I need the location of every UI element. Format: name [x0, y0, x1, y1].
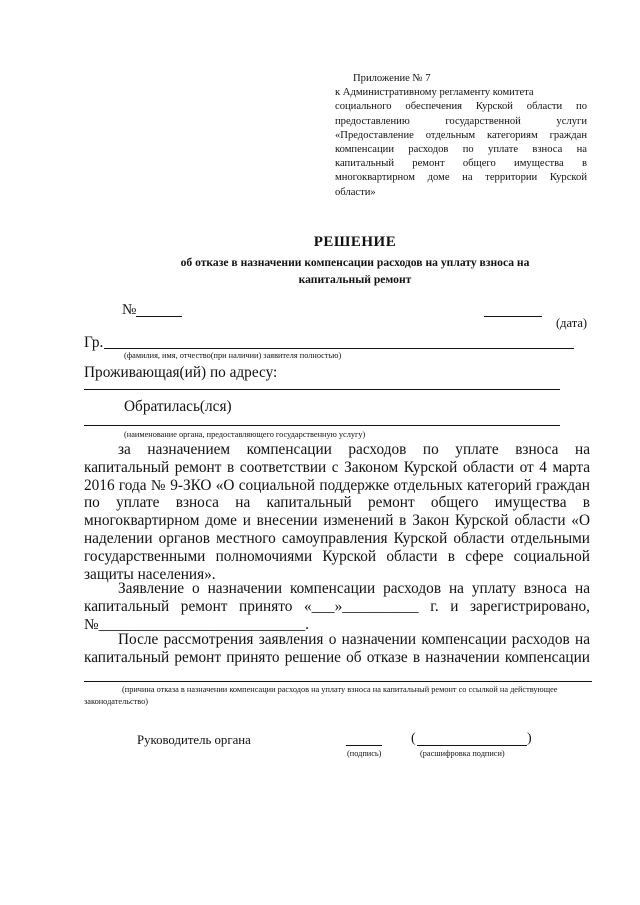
reason-hint-line: (причина отказа в назначении компенсации расходов на уплату взноса на капитальный ремонт со ссылкой на действующее [122, 685, 558, 694]
reason-hint [84, 684, 594, 708]
appendix-block [335, 72, 587, 200]
paragraph-line: капитальный ремонт принято решение об отказе в назначении компенсации [84, 648, 590, 666]
address-field-line [84, 389, 560, 390]
signature-decode-line [417, 745, 527, 746]
date-field-line [484, 316, 542, 317]
appendix-line: многоквартирном доме на территории Курской [335, 172, 587, 184]
address-label: Проживающая(ий) по адресу: [84, 364, 278, 381]
paragraph-line: государственными полномочиями Курской области в сфере социальной [84, 547, 590, 565]
paragraph-line: по уплате взноса на капитальный ремонт общего имущества в [84, 494, 590, 512]
paragraph-line: наделении органов местного самоуправления Курской области отдельными [84, 529, 590, 547]
number-field-line [136, 316, 182, 317]
appendix-line: области» [335, 186, 376, 198]
signature-decode-hint: (расшифровка подписи) [420, 749, 505, 758]
date-label: (дата) [556, 316, 588, 330]
paragraph-line: Заявление о назначении компенсации расходов на уплату взноса на [118, 580, 590, 597]
signature-line [346, 745, 382, 746]
reason-field-line [84, 681, 592, 682]
citizen-label: Гр. [84, 334, 104, 351]
appendix-line: компенсации расходов по уплате взноса на [335, 144, 587, 156]
paragraph-line: капитальный ремонт принято «___»__________ г. и зарегистрировано, [84, 597, 590, 615]
appendix-title: Приложение № 7 [353, 73, 431, 84]
appendix-line: «Предоставление отдельным категориям граждан [335, 129, 587, 141]
organ-hint: (наименование органа, предоставляющего государственную услугу) [124, 430, 366, 439]
citizen-field-line [104, 348, 574, 349]
head-label: Руководитель органа [137, 733, 251, 747]
appendix-line: капитальный ремонт общего имущества в [335, 158, 587, 170]
paragraph-line: После рассмотрения заявления о назначении компенсации расходов на [118, 631, 590, 648]
appendix-line: предоставлению государственной услуги [335, 115, 587, 127]
paragraph-line: 2016 года № 9-ЗКО «О социальной поддержке отдельных категорий граждан [84, 476, 590, 494]
paragraph-main [84, 441, 590, 583]
appendix-line: социального обеспечения Курской области по [335, 101, 587, 113]
paragraph-registration [84, 580, 590, 633]
paren-close: ) [527, 731, 532, 746]
paragraph-line: защиты населения». [84, 565, 216, 583]
reason-hint-line: законодательство) [84, 697, 149, 706]
paragraph-line: капитальный ремонт в соответствии с Законом Курской области от 4 марта [84, 458, 590, 476]
citizen-hint: (фамилия, имя, отчество(при наличии) заявителя полностью) [124, 351, 342, 360]
number-label: № [122, 302, 137, 318]
paragraph-line: №___________________________. [84, 615, 309, 633]
applied-label: Обратилась(лся) [124, 398, 232, 415]
document-title: РЕШЕНИЕ [313, 234, 397, 250]
appendix-line: к Административному регламенту комитета [335, 87, 534, 99]
signature-hint: (подпись) [347, 749, 382, 758]
paren-open: ( [411, 731, 416, 746]
paragraph-line: за назначением компенсации расходов по уплате взноса на [118, 441, 590, 458]
organ-field-line [84, 425, 560, 426]
document-subtitle: об отказе в назначении компенсации расходов на уплату взноса на капитальный ремонт [180, 256, 530, 286]
paragraph-decision [84, 631, 590, 667]
paragraph-line: многоквартирном доме и внесении изменений в Закон Курской области «О [84, 512, 590, 530]
